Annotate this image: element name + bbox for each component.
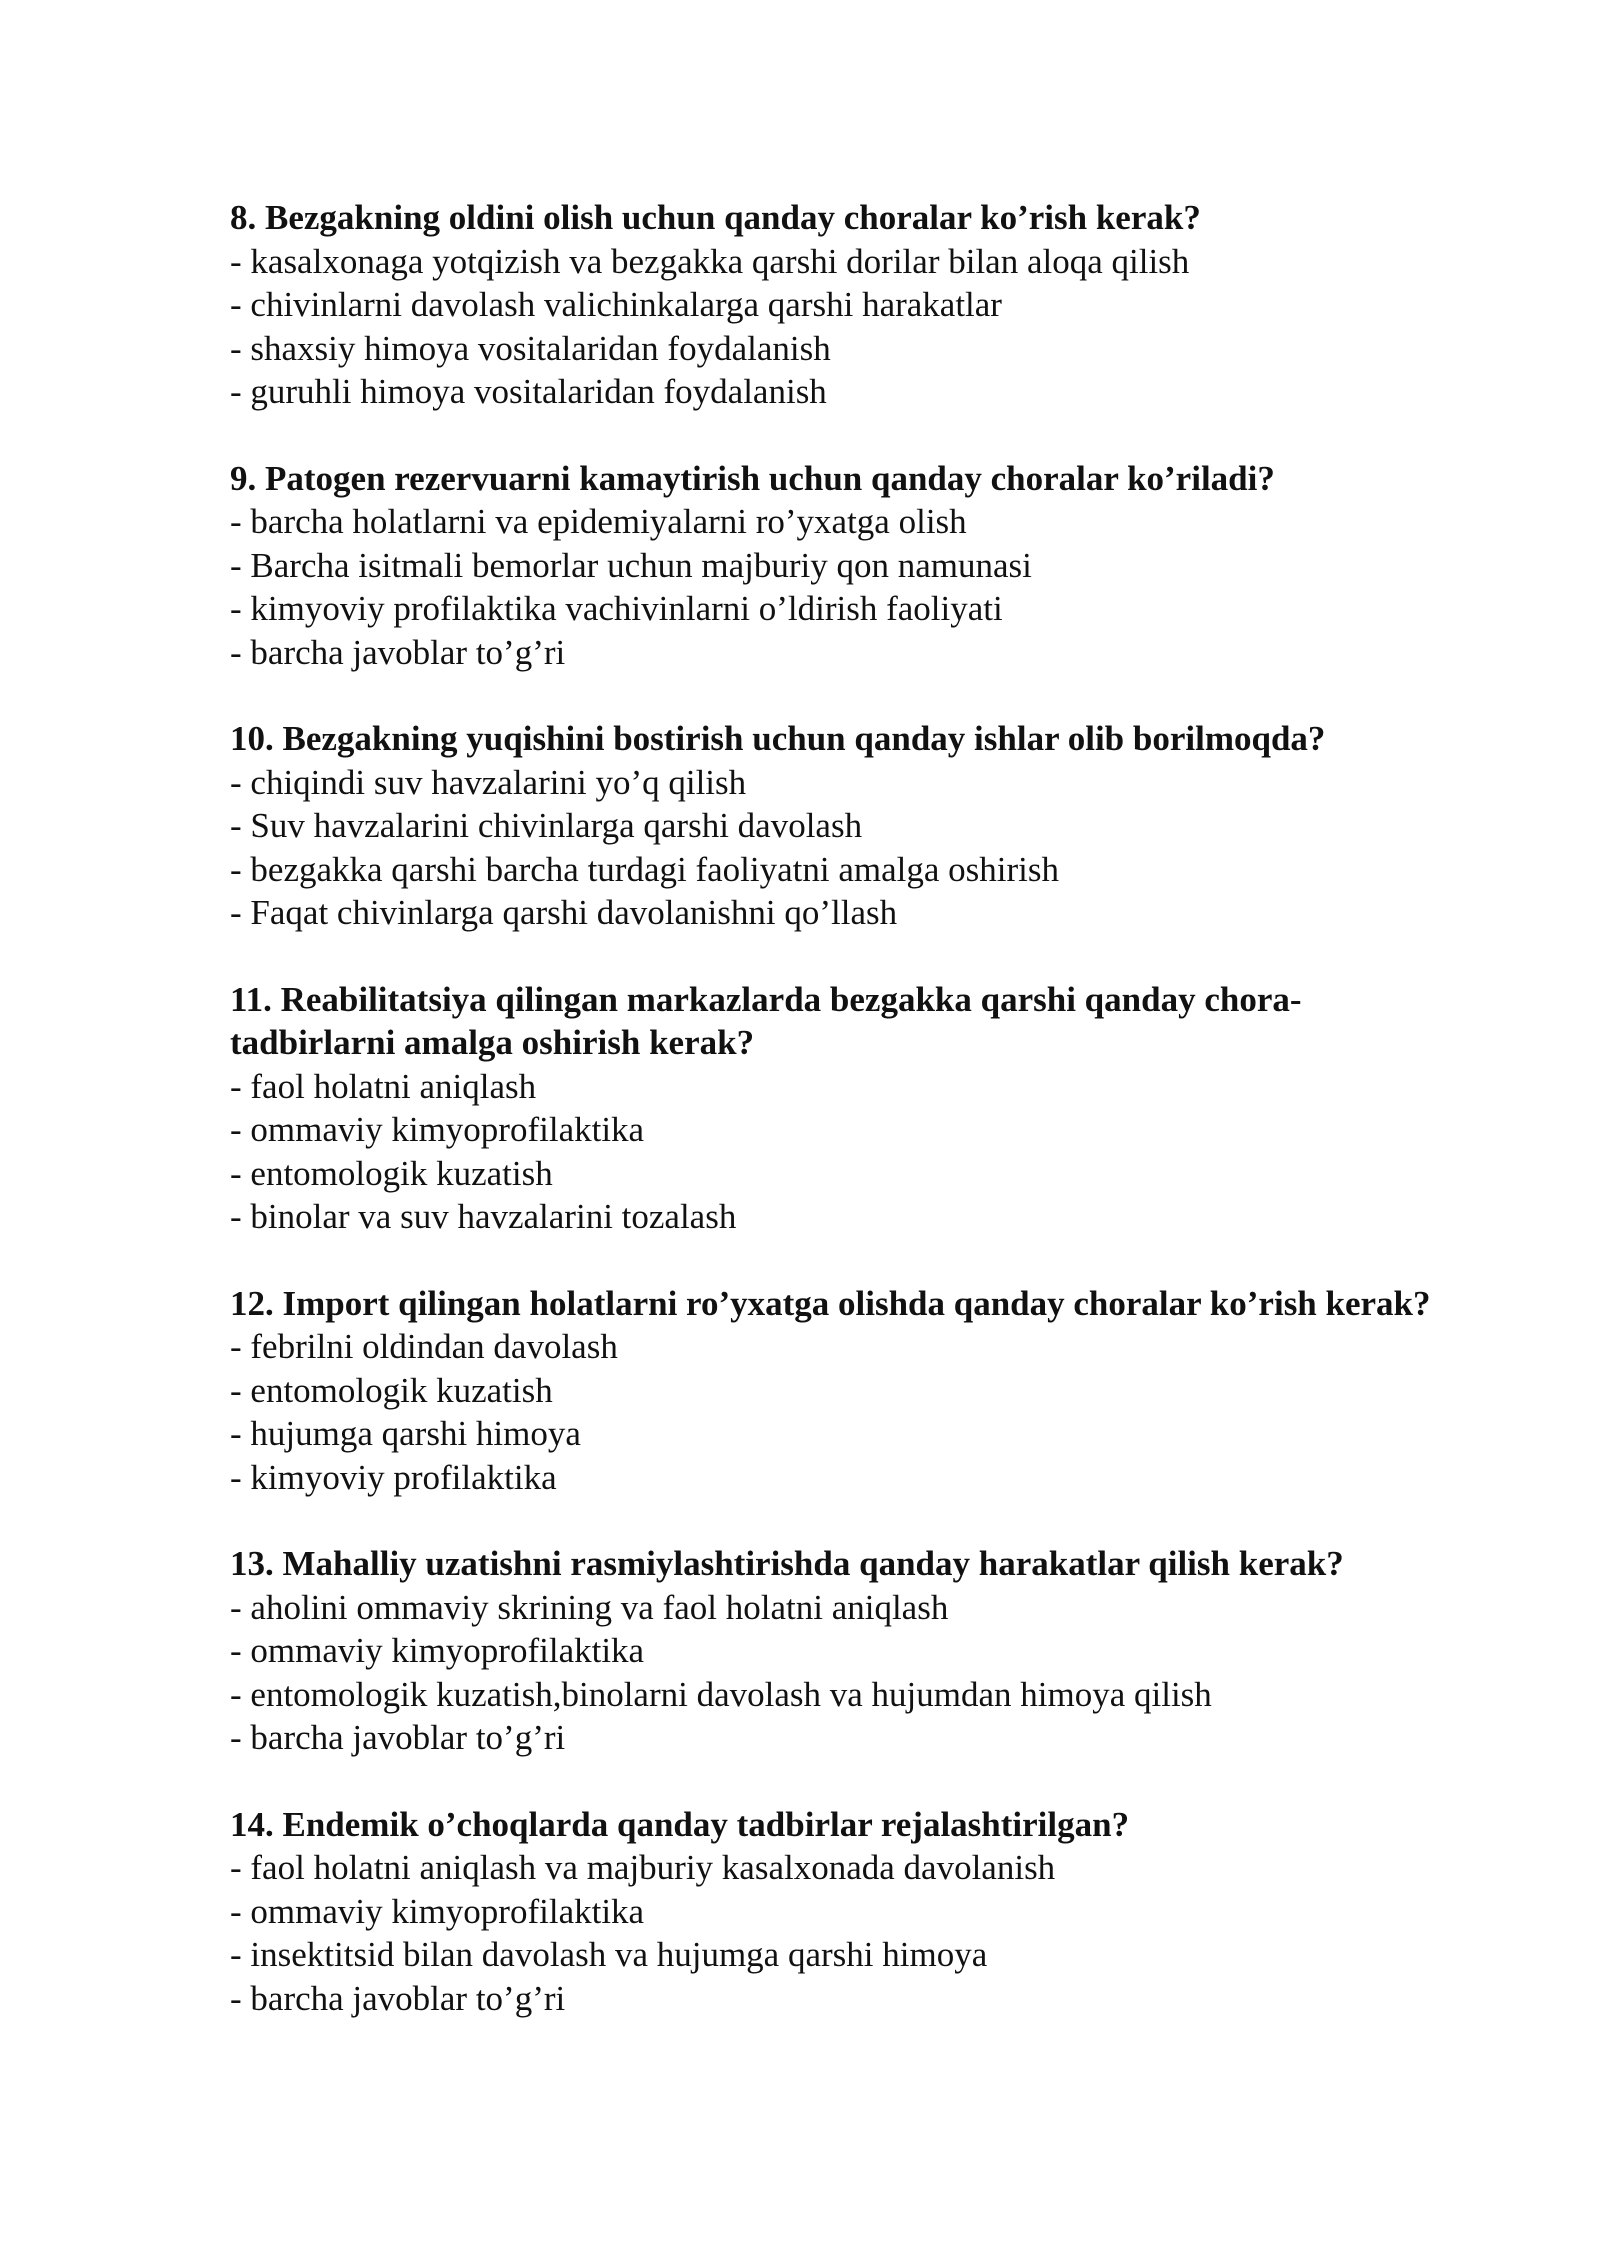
answer-option: - kimyoviy profilaktika (230, 1457, 557, 1497)
answer-option: - aholini ommaviy skrining va faol holatni aniqlash (230, 1587, 949, 1627)
question-title: 11. Reabilitatsiya qilingan markazlarda bezgakka qarshi qanday chora-tadbirlarni amalga oshirish kerak? (230, 979, 1302, 1062)
answer-option: - entomologik kuzatish,binolarni davolash va hujumdan himoya qilish (230, 1674, 1212, 1714)
answer-option: - binolar va suv havzalarini tozalash (230, 1197, 737, 1236)
answer-option: - chiqindi suv havzalarini yo’q qilish (230, 762, 747, 802)
answer-option: - barcha javoblar to’g’ri (230, 632, 566, 672)
answer-option: - entomologik kuzatish (230, 1153, 553, 1193)
answer-option: - barcha holatlarni va epidemiyalarni ro’yxatga olish (230, 502, 967, 541)
answer-option: - bezgakka qarshi barcha turdagi faoliyatni amalga oshirish (230, 849, 1059, 889)
question-title: 10. Bezgakning yuqishini bostirish uchun qanday ishlar olib borilmoqda? (230, 719, 1326, 758)
answer-options (230, 500, 1460, 674)
answer-option: - barcha javoblar to’g’ri (230, 1718, 566, 1757)
question-title: 9. Patogen rezervuarni kamaytirish uchun qanday choralar ko’riladi? (230, 458, 1275, 498)
answer-option: - ommaviy kimyoprofilaktika (230, 1891, 645, 1931)
answer-option: - kimyoviy profilaktika vachivinlarni o’ldirish faoliyati (230, 589, 1003, 628)
answer-option: - insektitsid bilan davolash va hujumga qarshi himoya (230, 1935, 988, 1974)
answer-option: - chivinlarni davolash valichinkalarga qarshi harakatlar (230, 285, 1002, 324)
answer-option: - Faqat chivinlarga qarshi davolanishni qo’llash (230, 893, 898, 932)
answer-options (230, 240, 1460, 414)
question-14 (230, 1803, 1460, 2021)
question-13 (230, 1542, 1460, 1760)
answer-options (230, 1065, 1460, 1239)
answer-option: - guruhli himoya vositalaridan foydalanish (230, 372, 827, 411)
answer-options (230, 1846, 1460, 2020)
answer-option: - barcha javoblar to’g’ri (230, 1978, 566, 2018)
answer-option: - shaxsiy himoya vositalaridan foydalanish (230, 328, 831, 368)
answer-options (230, 1586, 1460, 1760)
answer-option: - febrilni oldindan davolash (230, 1327, 618, 1366)
question-title: 14. Endemik o’choqlarda qanday tadbirlar rejalashtirilgan? (230, 1804, 1130, 1844)
answer-options (230, 761, 1460, 935)
answer-option: - Barcha isitmali bemorlar uchun majburiy qon namunasi (230, 545, 1032, 585)
question-title: 8. Bezgakning oldini olish uchun qanday choralar ko’rish kerak? (230, 198, 1201, 237)
answer-option: - Suv havzalarini chivinlarga qarshi davolash (230, 806, 863, 845)
answer-option: - faol holatni aniqlash va majburiy kasalxonada davolanish (230, 1848, 1056, 1887)
question-10 (230, 717, 1460, 935)
question-title: 12. Import qilingan holatlarni ro’yxatga olishda qanday choralar ko’rish kerak? (230, 1283, 1431, 1323)
question-9 (230, 457, 1460, 675)
answer-option: - ommaviy kimyoprofilaktika (230, 1110, 645, 1149)
question-title: 13. Mahalliy uzatishni rasmiylashtirishda qanday harakatlar qilish kerak? (230, 1544, 1344, 1583)
answer-option: - ommaviy kimyoprofilaktika (230, 1631, 645, 1670)
answer-option: - entomologik kuzatish (230, 1370, 553, 1410)
answer-option: - faol holatni aniqlash (230, 1066, 537, 1106)
document-page (230, 196, 1460, 2063)
question-8 (230, 196, 1460, 414)
answer-option: - kasalxonaga yotqizish va bezgakka qarshi dorilar bilan aloqa qilish (230, 241, 1190, 281)
answer-options (230, 1325, 1460, 1499)
question-12 (230, 1282, 1460, 1500)
question-11 (230, 978, 1460, 1239)
answer-option: - hujumga qarshi himoya (230, 1414, 581, 1453)
